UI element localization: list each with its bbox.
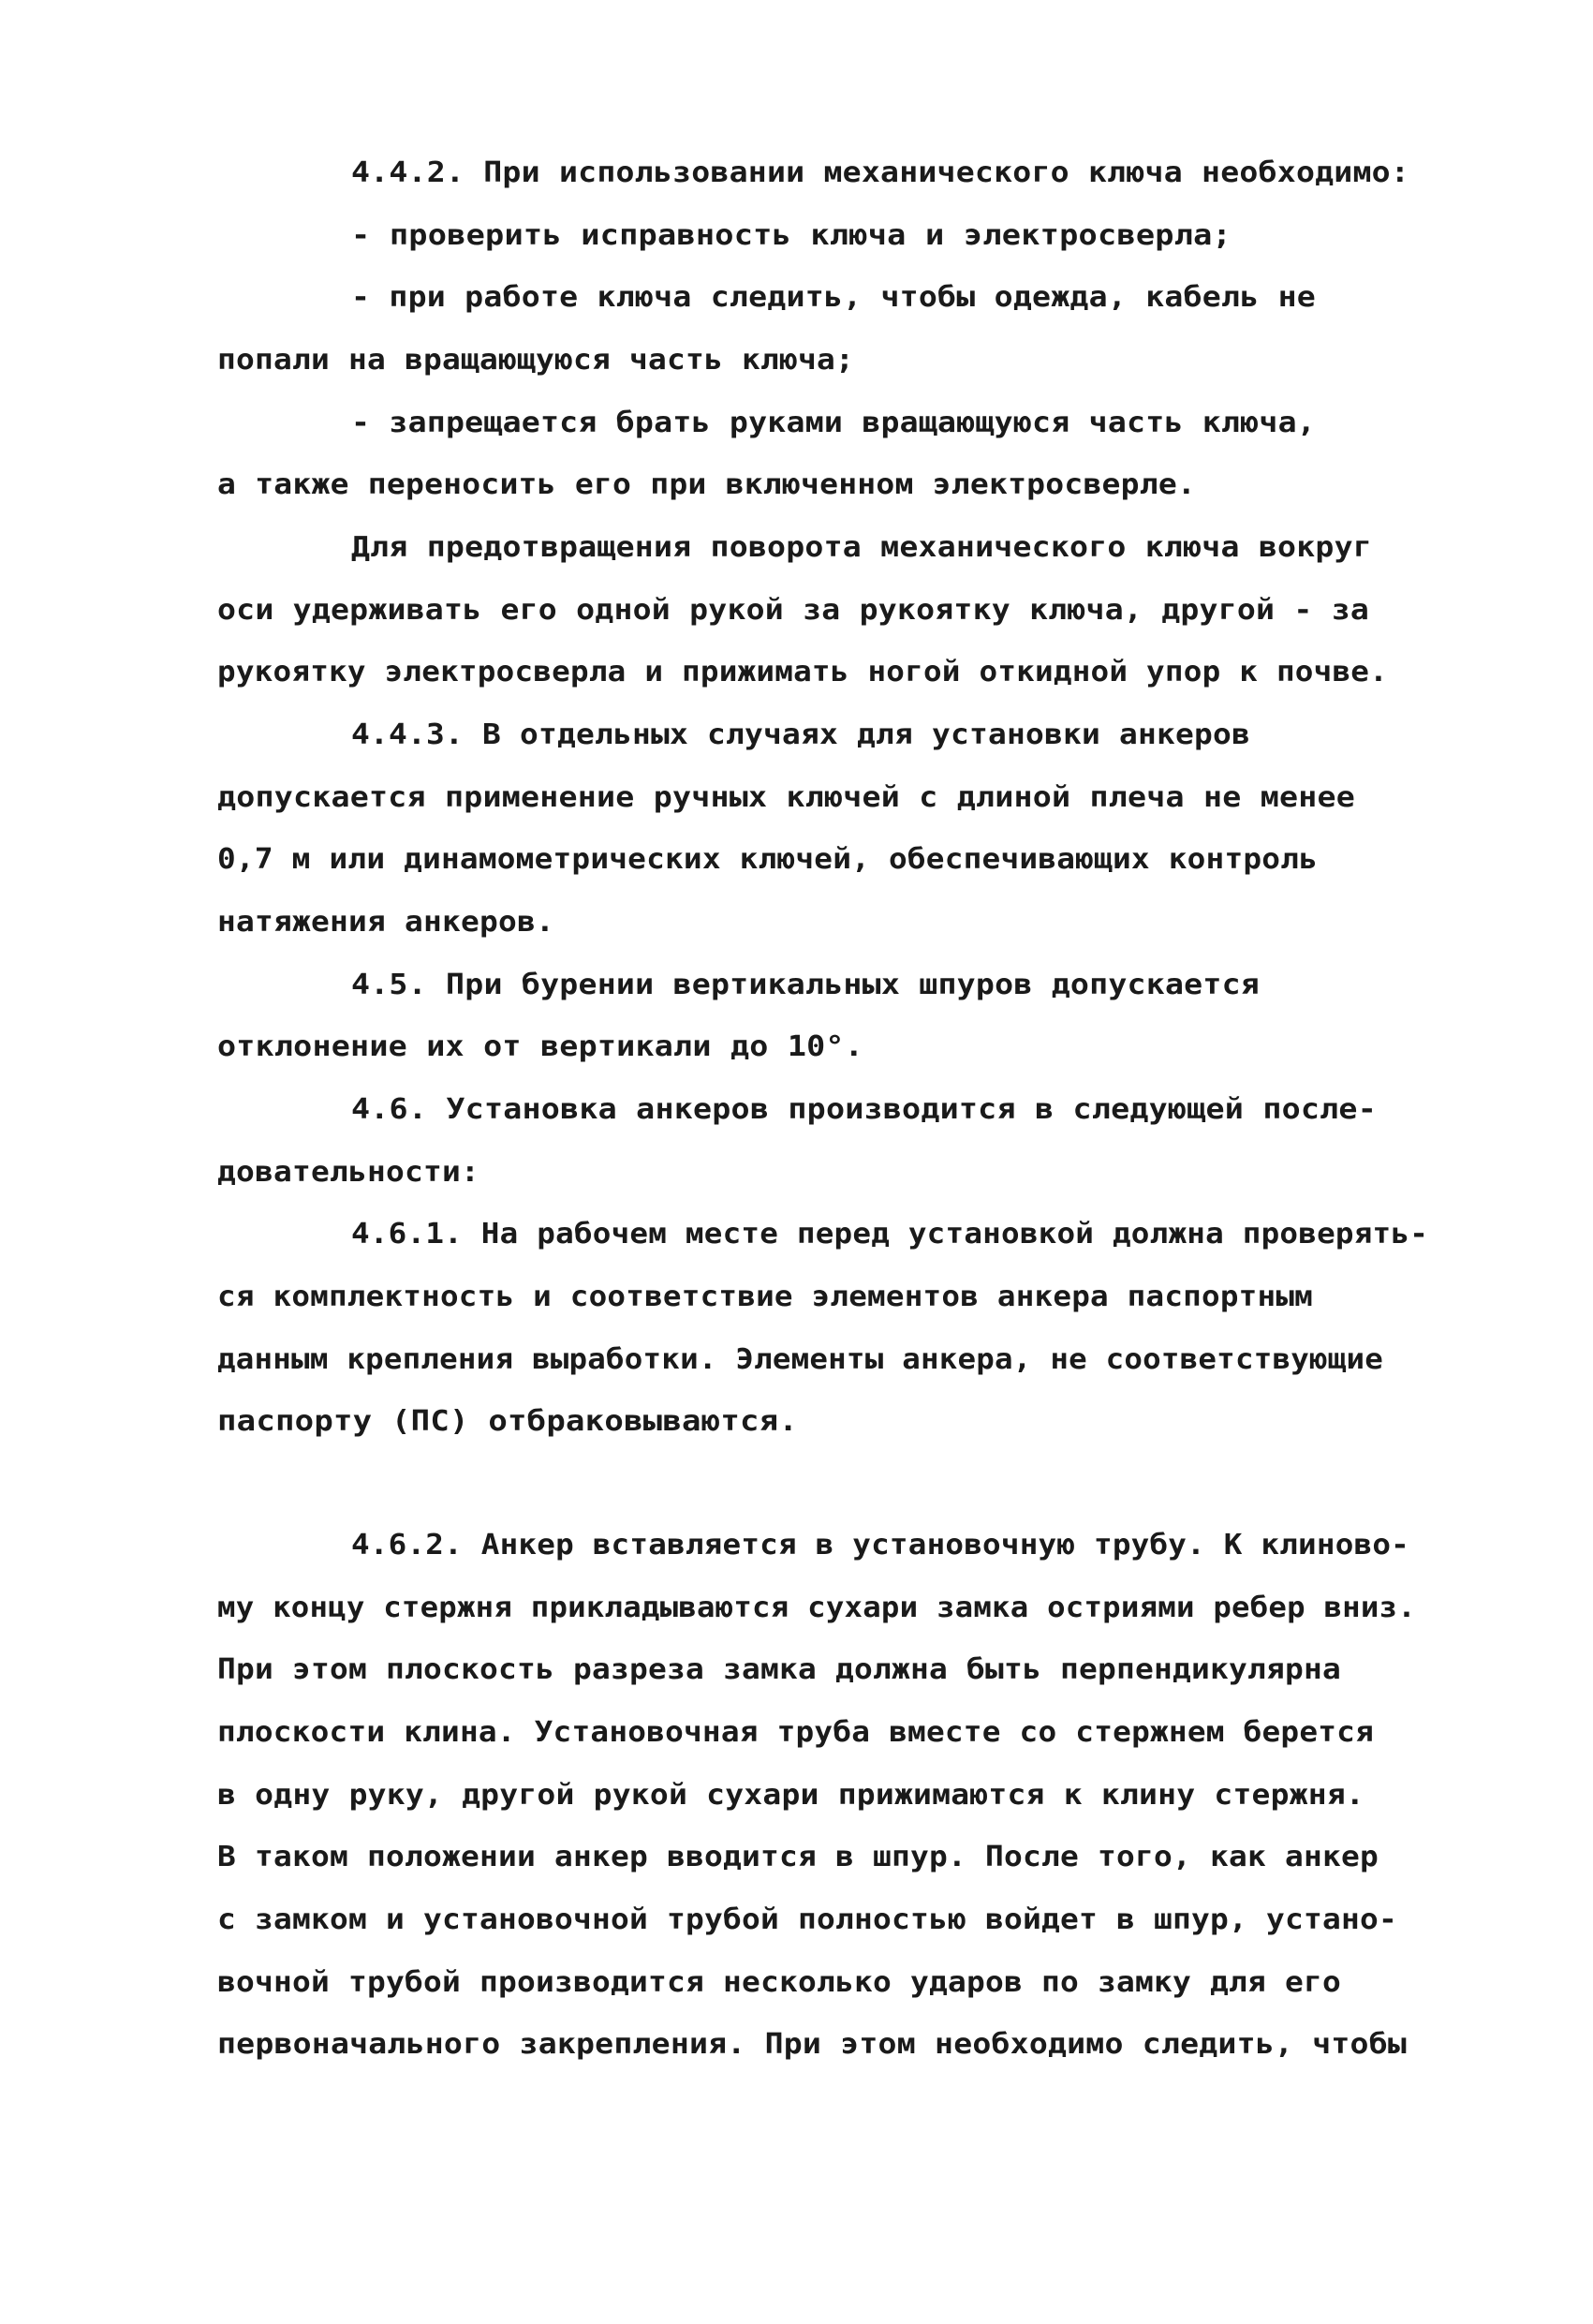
text-line: а также переносить его при включенном электросверле. [217, 468, 1197, 501]
text-line: попали на вращающуюся часть ключа; [217, 344, 855, 377]
text-line: 4.5. При бурении вертикальных шпуров допускается [351, 969, 1261, 1001]
text-line: Для предотвращения поворота механического ключа вокруг [351, 531, 1372, 564]
text-line: - проверить исправность ключа и электросверла; [351, 219, 1232, 252]
text-line: довательности: [217, 1156, 480, 1189]
text-line: му концу стержня прикладываются сухари замка остриями ребер вниз. [217, 1591, 1416, 1624]
text-line: 0,7 м или динамометрических ключей, обеспечивающих контроль [217, 843, 1319, 876]
text-line: допускается применение ручных ключей с длиной плеча не менее [217, 781, 1356, 814]
text-line: ся комплектность и соответствие элементов анкера паспортным [217, 1280, 1313, 1313]
text-line: натяжения анкеров. [217, 906, 555, 939]
text-line: с замком и установочной трубой полностью войдет в шпур, устано- [217, 1903, 1398, 1936]
text-line: паспорту (ПС) отбраковываются. [217, 1405, 799, 1438]
text-line: оси удерживать его одной рукой за рукоятку ключа, другой - за [217, 594, 1370, 627]
text-line: данным крепления выработки. Элементы анкера, не соответствующие [217, 1343, 1384, 1376]
text-line: в одну руку, другой рукой сухари прижимаются к клину стержня. [217, 1779, 1365, 1812]
text-line: 4.6. Установка анкеров производится в следующей после- [351, 1093, 1377, 1126]
text-line: - при работе ключа следить, чтобы одежда, кабель не [351, 281, 1316, 314]
text-line: первоначального закрепления. При этом необходимо следить, чтобы [217, 2028, 1408, 2061]
text-line: вочной трубой производится несколько ударов по замку для его [217, 1966, 1342, 1999]
text-line: В таком положении анкер вводится в шпур. После того, как анкер [217, 1841, 1379, 1873]
text-line: рукоятку электросверла и прижимать ногой откидной упор к почве. [217, 656, 1389, 688]
text-line: 4.4.2. При использовании механического ключа необходимо: [351, 156, 1410, 189]
text-line: 4.6.2. Анкер вставляется в установочную трубу. К клиново- [351, 1529, 1410, 1562]
text-line: 4.4.3. В отдельных случаях для установки анкеров [351, 718, 1251, 751]
text-line: При этом плоскость разреза замка должна быть перпендикулярна [217, 1653, 1342, 1686]
text-line: 4.6.1. На рабочем месте перед установкой должна проверять- [351, 1218, 1429, 1251]
text-line: плоскости клина. Установочная труба вместе со стержнем берется [217, 1716, 1375, 1749]
text-line: отклонение их от вертикали до 10°. [217, 1030, 864, 1063]
text-line: - запрещается брать руками вращающуюся часть ключа, [351, 407, 1316, 439]
